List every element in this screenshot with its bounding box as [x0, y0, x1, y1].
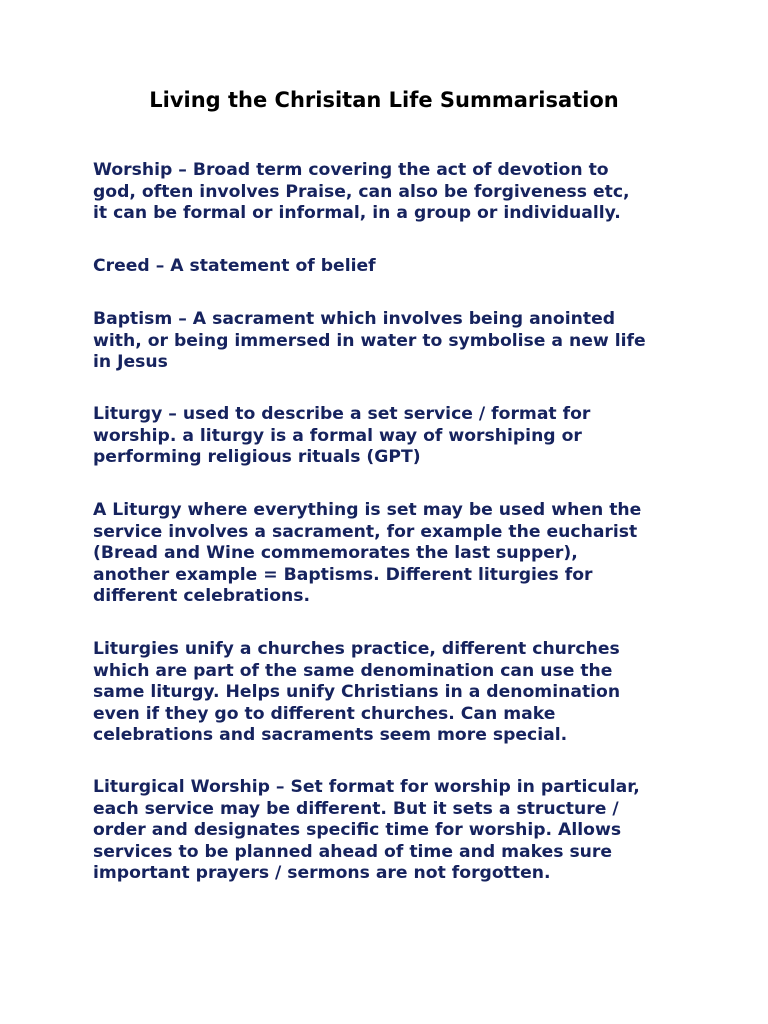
page-title: Living the Chrisitan Life Summarisation [149, 88, 619, 112]
paragraph-liturgies-unify: Liturgies unify a churches practice, different churches which are part of the same denomination can use the same liturgy. Helps unify Christians in a denomination even if they go to different churches. Can make celebrations and sacraments seem more special. [93, 639, 621, 746]
paragraph-worship: Worship – Broad term covering the act of devotion to god, often involves Praise, can also be forgiveness etc, it can be formal or informal, in a group or individually. [93, 160, 630, 224]
paragraph-creed: Creed – A statement of belief [93, 256, 376, 276]
paragraph-liturgical-worship: Liturgical Worship – Set format for worship in particular, each service may be different. But it sets a structure / order and designates specific time for worship. Allows services to be planned ahead of time and makes sure important prayers / sermons are not forgotten. [93, 777, 640, 884]
paragraph-baptism: Baptism – A sacrament which involves being anointed with, or being immersed in water to symbolise a new life in Jesus [93, 309, 646, 373]
paragraph-liturgy: Liturgy – used to describe a set service / format for worship. a liturgy is a formal way of worshiping or performing religious rituals (GPT) [93, 404, 591, 468]
paragraph-liturgy-sacrament: A Liturgy where everything is set may be used when the service involves a sacrament, for example the eucharist (Bread and Wine commemorates the last supper), another example = Baptisms. Different liturgies for different celebrations. [93, 500, 642, 607]
